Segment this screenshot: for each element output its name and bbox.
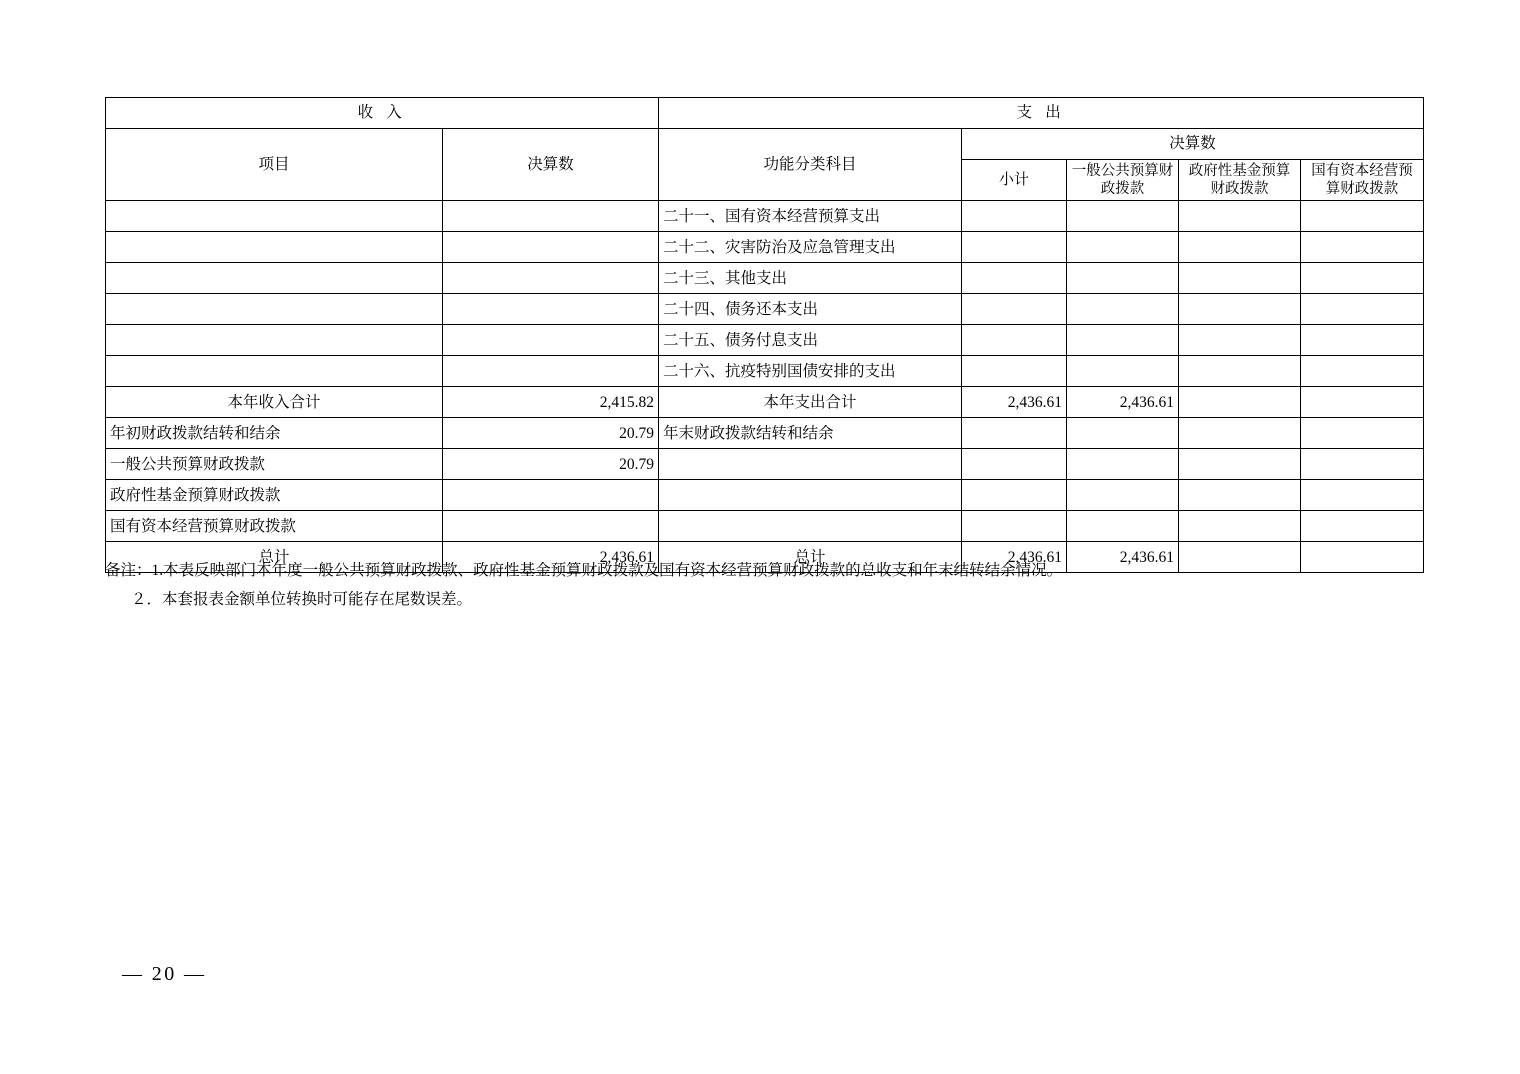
- expense-subtotal-cell: [962, 263, 1067, 294]
- table-row: [106, 480, 1424, 511]
- table-row-carryover: [106, 418, 1424, 449]
- income-value-cell: 2,415.82: [443, 387, 659, 418]
- budget-table: [105, 97, 1424, 573]
- expense-general-cell: [1067, 232, 1179, 263]
- expense-fund-cell: [1179, 232, 1301, 263]
- income-value-cell: [443, 356, 659, 387]
- expense-general-cell: [1067, 511, 1179, 542]
- expense-capital-cell: [1301, 201, 1424, 232]
- expense-capital-cell: [1301, 294, 1424, 325]
- expense-subject-cell: [659, 449, 962, 480]
- expense-subject-header: 功能分类科目: [659, 129, 962, 201]
- income-value-cell: [443, 232, 659, 263]
- expense-general-cell: 2,436.61: [1067, 542, 1179, 573]
- income-value-cell: [443, 294, 659, 325]
- expense-final-group-header: 决算数: [962, 129, 1424, 160]
- col-gov-fund-header: 政府性基金预算财政拨款: [1179, 160, 1301, 201]
- expense-fund-cell: [1179, 294, 1301, 325]
- expense-capital-cell: [1301, 356, 1424, 387]
- expense-subtotal-cell: 2,436.61: [962, 542, 1067, 573]
- col-subtotal-header: 小计: [962, 160, 1067, 201]
- table-header-group-row: [106, 98, 1424, 129]
- expense-subtotal-cell: 2,436.61: [962, 387, 1067, 418]
- income-value-cell: 2,436.61: [443, 542, 659, 573]
- expense-capital-cell: [1301, 511, 1424, 542]
- expense-subject-cell: 二十六、抗疫特别国债安排的支出: [659, 356, 962, 387]
- income-item-cell: 总计: [106, 542, 443, 573]
- income-item-cell: [106, 201, 443, 232]
- expense-subject-cell: 二十三、其他支出: [659, 263, 962, 294]
- table-row: [106, 294, 1424, 325]
- expense-fund-cell: [1179, 511, 1301, 542]
- expense-subject-cell: 年末财政拨款结转和结余: [659, 418, 962, 449]
- income-value-cell: [443, 480, 659, 511]
- expense-fund-cell: [1179, 387, 1301, 418]
- table-row-total-year: [106, 387, 1424, 418]
- expense-subtotal-cell: [962, 201, 1067, 232]
- table-row: [106, 356, 1424, 387]
- income-item-cell: [106, 294, 443, 325]
- income-item-cell: [106, 356, 443, 387]
- expense-general-cell: [1067, 449, 1179, 480]
- note-line-1: 备注：1.本表反映部门本年度一般公共预算财政拨款、政府性基金预算财政拨款及国有资本经营预算财政拨款的总收支和年末结转结余情况。: [105, 562, 1063, 579]
- table-row: [106, 263, 1424, 294]
- page-number: — 20 —: [122, 963, 207, 985]
- income-item-cell: [106, 325, 443, 356]
- expense-subtotal-cell: [962, 356, 1067, 387]
- expense-subtotal-cell: [962, 325, 1067, 356]
- income-item-cell: 本年收入合计: [106, 387, 443, 418]
- expense-fund-cell: [1179, 263, 1301, 294]
- expense-subtotal-cell: [962, 449, 1067, 480]
- table-row: [106, 511, 1424, 542]
- expense-capital-cell: [1301, 418, 1424, 449]
- expense-capital-cell: [1301, 480, 1424, 511]
- expense-general-cell: [1067, 263, 1179, 294]
- expense-fund-cell: [1179, 325, 1301, 356]
- table-header-subgroup-row: [106, 129, 1424, 160]
- income-item-cell: [106, 263, 443, 294]
- note-line-2: ２．本套报表金额单位转换时可能存在尾数误差。: [131, 590, 473, 608]
- expense-capital-cell: [1301, 263, 1424, 294]
- income-value-cell: [443, 263, 659, 294]
- table-row: [106, 325, 1424, 356]
- income-value-cell: 20.79: [443, 418, 659, 449]
- expense-general-cell: [1067, 201, 1179, 232]
- income-group-header: 收 入: [106, 98, 659, 129]
- expense-subtotal-cell: [962, 294, 1067, 325]
- expense-general-cell: [1067, 294, 1179, 325]
- income-item-cell: [106, 232, 443, 263]
- expense-subtotal-cell: [962, 232, 1067, 263]
- income-value-cell: [443, 325, 659, 356]
- table-row: [106, 232, 1424, 263]
- expense-capital-cell: [1301, 387, 1424, 418]
- expense-general-cell: [1067, 356, 1179, 387]
- expense-subtotal-cell: [962, 418, 1067, 449]
- income-item-cell: 一般公共预算财政拨款: [106, 449, 443, 480]
- expense-general-cell: 2,436.61: [1067, 387, 1179, 418]
- expense-fund-cell: [1179, 480, 1301, 511]
- income-item-cell: 国有资本经营预算财政拨款: [106, 511, 443, 542]
- expense-subject-cell: 二十五、债务付息支出: [659, 325, 962, 356]
- income-final-header: 决算数: [443, 129, 659, 201]
- expense-subject-cell: 二十一、国有资本经营预算支出: [659, 201, 962, 232]
- expense-capital-cell: [1301, 232, 1424, 263]
- expense-subject-cell: 二十二、灾害防治及应急管理支出: [659, 232, 962, 263]
- expense-subtotal-cell: [962, 511, 1067, 542]
- expense-fund-cell: [1179, 356, 1301, 387]
- income-item-cell: 年初财政拨款结转和结余: [106, 418, 443, 449]
- income-value-cell: [443, 511, 659, 542]
- expense-group-header: 支 出: [659, 98, 1424, 129]
- expense-fund-cell: [1179, 418, 1301, 449]
- expense-capital-cell: [1301, 449, 1424, 480]
- expense-general-cell: [1067, 418, 1179, 449]
- table-row: [106, 201, 1424, 232]
- expense-subject-cell: 本年支出合计: [659, 387, 962, 418]
- expense-fund-cell: [1179, 201, 1301, 232]
- income-item-cell: 政府性基金预算财政拨款: [106, 480, 443, 511]
- income-value-cell: [443, 201, 659, 232]
- expense-subject-cell: 二十四、债务还本支出: [659, 294, 962, 325]
- expense-fund-cell: [1179, 449, 1301, 480]
- expense-capital-cell: [1301, 325, 1424, 356]
- income-item-header: 项目: [106, 129, 443, 201]
- table-notes: [105, 557, 1435, 614]
- expense-general-cell: [1067, 480, 1179, 511]
- income-value-cell: 20.79: [443, 449, 659, 480]
- expense-subject-cell: [659, 511, 962, 542]
- expense-subject-cell: [659, 480, 962, 511]
- expense-subject-cell: 总计: [659, 542, 962, 573]
- col-general-public-header: 一般公共预算财政拨款: [1067, 160, 1179, 201]
- table-row: [106, 449, 1424, 480]
- expense-subtotal-cell: [962, 480, 1067, 511]
- expense-general-cell: [1067, 325, 1179, 356]
- col-state-capital-header: 国有资本经营预算财政拨款: [1301, 160, 1424, 201]
